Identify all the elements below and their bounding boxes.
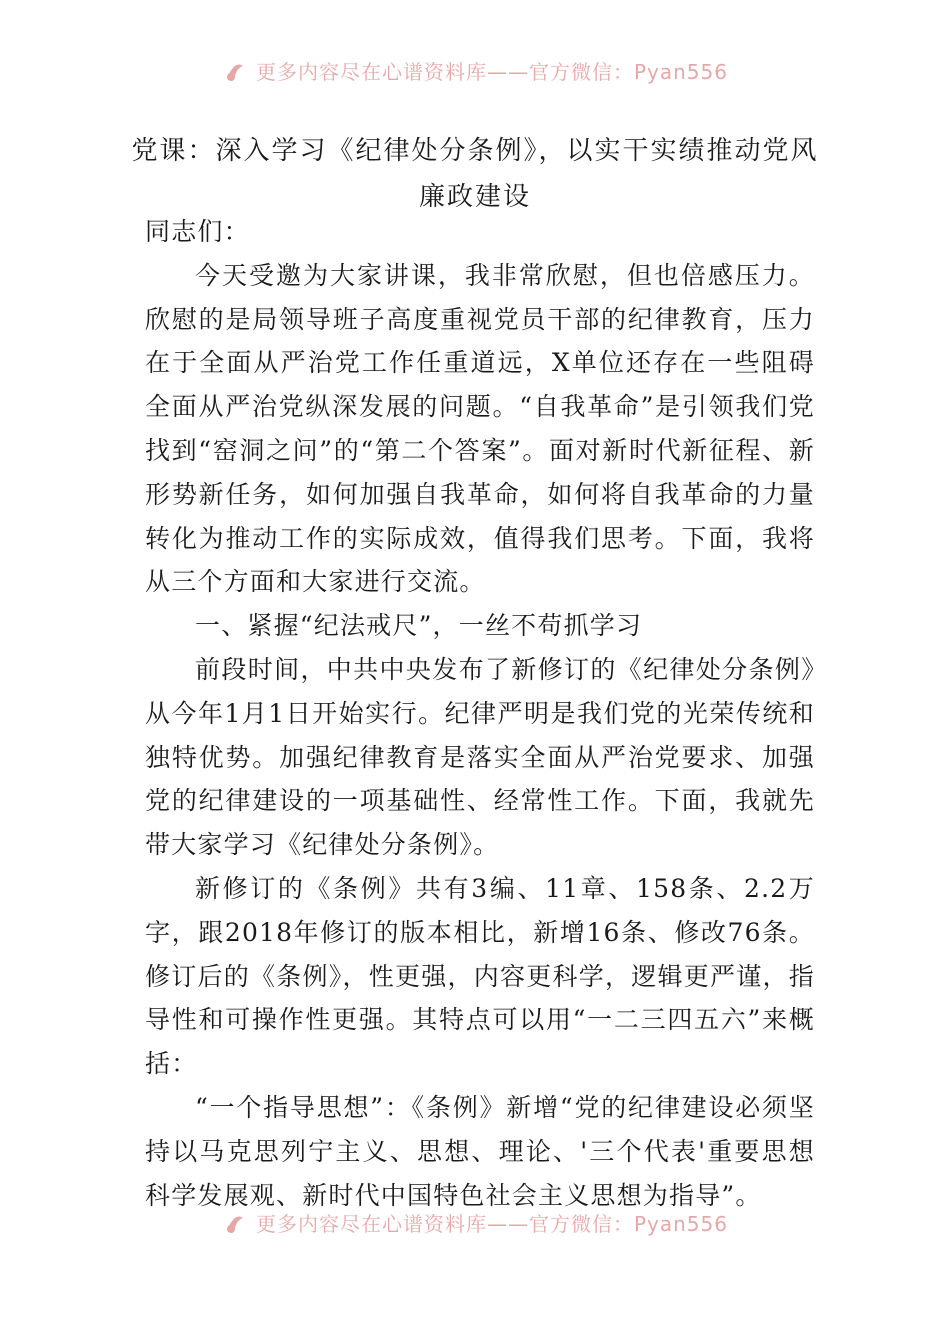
- logo-icon: [222, 1210, 248, 1236]
- paragraph-regulation-release: 前段时间，中共中央发布了新修订的《纪律处分条例》从今年1月1日开始实行。纪律严明是我们党的光荣传统和独特优势。加强纪律教育是落实全面从严治党要求、加强党的纪律建设的一项基础性、经常性工作。下面，我就先带大家学习《纪律处分条例》。: [145, 654, 815, 860]
- section-heading-1: 一、紧握“纪法戒尺”，一丝不苟抓学习: [195, 611, 643, 641]
- document-body: [145, 210, 815, 1217]
- paragraph-intro: 今天受邀为大家讲课，我非常欣慰，但也倍感压力。欣慰的是局领导班子高度重视党员干部的纪律教育，压力在于全面从严治党工作任重道远，X单位还存在一些阻碍全面从严治党纵深发展的问题。“自我革命”是引领我们党找到“窑洞之问”的“第二个答案”。面对新时代新征程、新形势新任务，如何加强自我革命，如何将自我革命的力量转化为推动工作的实际成效，值得我们思考。下面，我将从三个方面和大家进行交流。: [145, 260, 815, 597]
- page-title: 党课：深入学习《纪律处分条例》，以实干实绩推动党风廉政建设: [131, 136, 819, 212]
- watermark-bottom: [0, 1208, 950, 1237]
- salutation: 同志们：: [145, 217, 250, 246]
- paragraph-guiding-thought: “一个指导思想”：《条例》新增“党的纪律建设必须坚持以马克思列宁主义、思想、理论、'三个代表'重要思想科学发展观、新时代中国特色社会主义思想为指导”。: [145, 1092, 815, 1210]
- watermark-top: [0, 56, 950, 85]
- watermark-text: 更多内容尽在心谱资料库——官方微信：Pyan556: [255, 60, 728, 84]
- watermark-text: 更多内容尽在心谱资料库——官方微信：Pyan556: [255, 1212, 728, 1236]
- logo-icon: [222, 58, 248, 84]
- paragraph-regulation-structure: 新修订的《条例》共有3编、11章、158条、2.2万字，跟2018年修订的版本相比，新增16条、修改76条。修订后的《条例》，性更强，内容更科学，逻辑更严谨，指导性和可操作性更强。其特点可以用“一二三四五六”来概括：: [145, 873, 815, 1079]
